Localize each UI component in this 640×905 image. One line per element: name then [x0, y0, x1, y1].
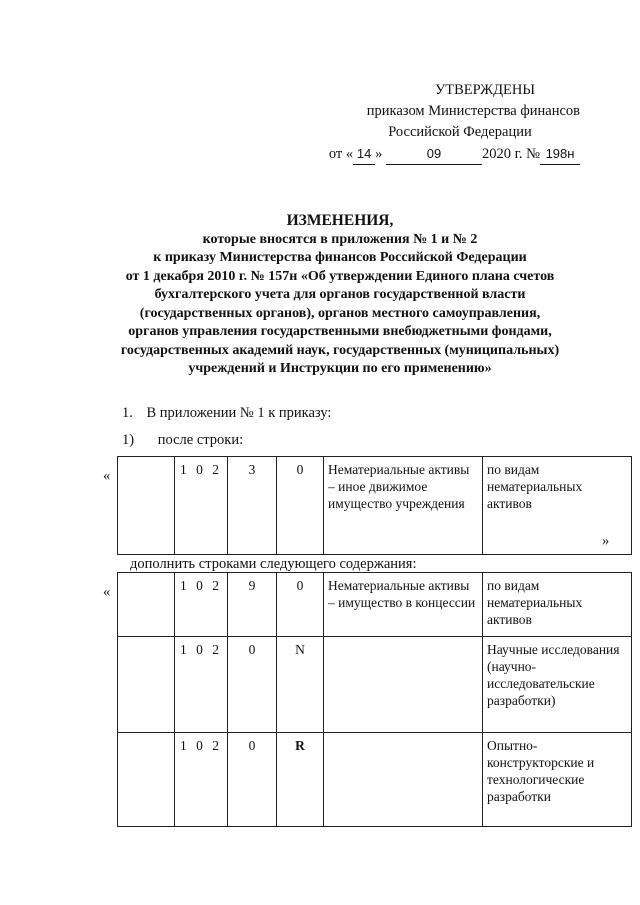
- supplement-instruction: дополнить строками следующего содержания:: [130, 556, 417, 572]
- cell-desc: по видам нематериальных активов: [483, 457, 632, 555]
- table-new-rows: [117, 572, 632, 827]
- cell-desc: по видам нематериальных активов: [483, 573, 632, 637]
- subitem-1-number: 1): [122, 432, 135, 448]
- cell-code: 1 0 2: [175, 573, 228, 637]
- date-mid: »: [375, 146, 383, 162]
- table-row: [118, 457, 632, 555]
- cell-code: 1 0 2: [175, 637, 228, 733]
- heading-line: государственных академий наук, государственных (муниципальных): [120, 342, 560, 358]
- heading-line: учреждений и Инструкции по его применению»: [188, 361, 492, 376]
- order-number: 198н: [540, 143, 580, 165]
- item-1-number: 1.: [122, 405, 133, 421]
- cell-b: R: [277, 733, 324, 827]
- cell-empty: [118, 733, 175, 827]
- cell-a: 9: [228, 573, 277, 637]
- cell-desc: Опытно-конструкторские и технологические разработки: [483, 733, 632, 827]
- close-quote: »: [602, 533, 610, 549]
- cell-b: 0: [277, 573, 324, 637]
- table-original-row: [117, 456, 632, 555]
- date-month: 09: [386, 143, 482, 165]
- cell-a: 0: [228, 733, 277, 827]
- cell-empty: [118, 637, 175, 733]
- approval-line-ministry: приказом Министерства финансов: [366, 103, 580, 119]
- cell-code: 1 0 2: [175, 733, 228, 827]
- cell-empty: [118, 573, 175, 637]
- subitem-1: [122, 432, 243, 449]
- heading-title: ИЗМЕНЕНИЯ,: [286, 212, 394, 229]
- cell-name: [324, 733, 483, 827]
- cell-b: N: [277, 637, 324, 733]
- heading-line: которые вносятся в приложения № 1 и № 2: [202, 231, 478, 247]
- cell-a: 0: [228, 637, 277, 733]
- open-quote: «: [103, 584, 111, 600]
- cell-a: 3: [228, 457, 277, 555]
- table-row: [118, 733, 632, 827]
- cell-name: Нематериальные активы – иное движимое имущество учреждения: [324, 457, 483, 555]
- subitem-1-text: после строки:: [157, 432, 244, 448]
- date-year: 2020 г. №: [481, 146, 540, 162]
- table-row: [118, 637, 632, 733]
- table-row: [118, 573, 632, 637]
- document-heading: [60, 212, 620, 379]
- item-1: [122, 405, 331, 422]
- item-1-text: В приложении № 1 к приказу:: [146, 405, 332, 421]
- cell-name: [324, 637, 483, 733]
- date-prefix: от «: [328, 146, 354, 162]
- approval-date-line: [320, 143, 580, 165]
- cell-empty: [118, 457, 175, 555]
- cell-b: 0: [277, 457, 324, 555]
- heading-line: (государственных органов), органов местного самоуправления,: [139, 305, 541, 321]
- heading-line: бухгалтерского учета для органов государственной власти: [154, 287, 526, 302]
- approval-block: [320, 80, 580, 165]
- heading-line: органов управления государственными внебюджетными фондами,: [128, 324, 552, 339]
- heading-line: к приказу Министерства финансов Российской Федерации: [153, 250, 527, 265]
- approval-line-federation: Российской Федерации: [388, 124, 532, 140]
- heading-line: от 1 декабря 2010 г. № 157н «Об утверждении Единого плана счетов: [125, 268, 555, 284]
- cell-code: 1 0 2: [175, 457, 228, 555]
- date-day: 14: [353, 143, 375, 165]
- cell-desc: Научные исследования (научно-исследовательские разработки): [483, 637, 632, 733]
- cell-name: Нематериальные активы – имущество в концессии: [324, 573, 483, 637]
- open-quote: «: [103, 468, 111, 484]
- approval-title: УТВЕРЖДЕНЫ: [434, 82, 536, 98]
